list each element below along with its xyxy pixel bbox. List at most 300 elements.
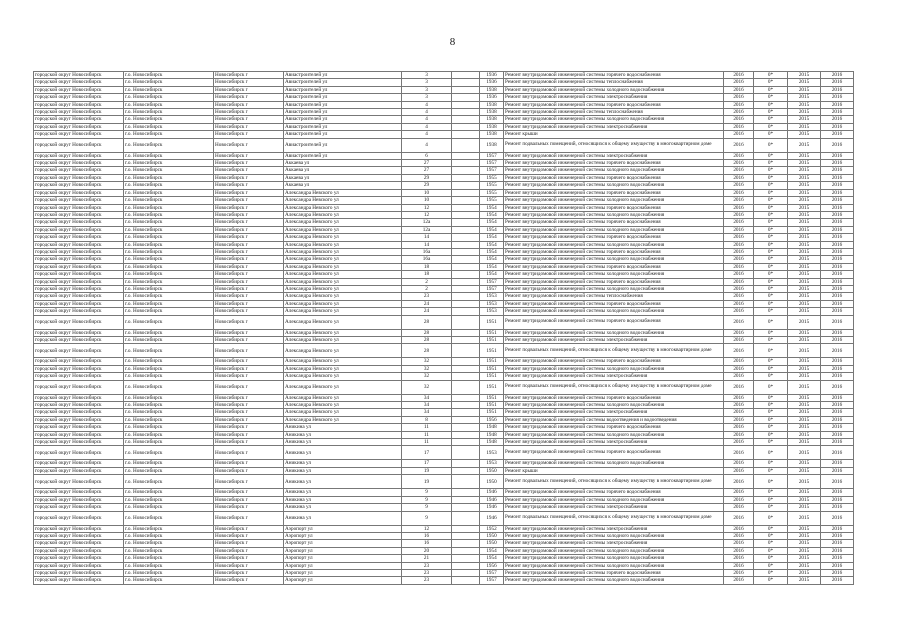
cell-street: Аэропорт ул — [284, 532, 402, 539]
cell-start-year: 2015 — [788, 315, 821, 329]
table-row — [34, 416, 854, 423]
cell-cost: 0* — [754, 167, 788, 174]
cell-house: 12а — [402, 219, 452, 226]
cell-street: Аникина ул — [284, 431, 402, 438]
cell-end-year: 2016 — [821, 226, 854, 233]
cell-year: 1951 — [480, 337, 504, 344]
cell-end-year: 2016 — [821, 394, 854, 401]
cell-settlement: Новосибирск г — [214, 86, 284, 93]
cell-cost: 0* — [754, 344, 788, 358]
table-row — [34, 365, 854, 372]
cell-cost: 0* — [754, 204, 788, 211]
cell-municipality: городской округ Новосибирск — [34, 569, 124, 576]
cell-plan-year: 2016 — [724, 402, 754, 409]
cell-settlement: Новосибирск г — [214, 460, 284, 467]
cell-cost: 0* — [754, 504, 788, 511]
cell-year: 1950 — [480, 540, 504, 547]
cell-house: 18 — [402, 271, 452, 278]
cell-house: 9 — [402, 511, 452, 525]
cell-building — [452, 402, 480, 409]
cell-plan-year: 2016 — [724, 182, 754, 189]
cell-work-type: Ремонт внутридомовой инженерной системы холодного водоснабжения — [504, 577, 724, 584]
cell-plan-year: 2016 — [724, 532, 754, 539]
cell-district: г.о. Новосибирск — [124, 496, 214, 503]
cell-house: 11 — [402, 431, 452, 438]
cell-year: 1955 — [480, 197, 504, 204]
cell-cost: 0* — [754, 94, 788, 101]
cell-house: 4 — [402, 101, 452, 108]
cell-start-year: 2015 — [788, 308, 821, 315]
cell-work-type: Ремонт внутридомовой инженерной системы горячего водоснабжения — [504, 101, 724, 108]
cell-work-type: Ремонт внутридомовой инженерной системы электроснабжения — [504, 94, 724, 101]
table-row — [34, 555, 854, 562]
cell-end-year: 2016 — [821, 329, 854, 336]
cell-cost: 0* — [754, 446, 788, 460]
cell-work-type: Ремонт подвальных помещений, относящихся к общему имуществу в многоквартирном доме — [504, 511, 724, 525]
cell-district: г.о. Новосибирск — [124, 278, 214, 285]
cell-year: 1952 — [480, 525, 504, 532]
cell-building — [452, 540, 480, 547]
cell-year: 1936 — [480, 94, 504, 101]
cell-building — [452, 496, 480, 503]
cell-start-year: 2015 — [788, 439, 821, 446]
cell-year: 1954 — [480, 555, 504, 562]
cell-settlement: Новосибирск г — [214, 160, 284, 167]
cell-plan-year: 2016 — [724, 431, 754, 438]
cell-building — [452, 271, 480, 278]
cell-start-year: 2015 — [788, 182, 821, 189]
cell-plan-year: 2016 — [724, 329, 754, 336]
cell-plan-year: 2016 — [724, 234, 754, 241]
cell-settlement: Новосибирск г — [214, 174, 284, 181]
cell-district: г.о. Новосибирск — [124, 226, 214, 233]
cell-settlement: Новосибирск г — [214, 234, 284, 241]
cell-building — [452, 72, 480, 79]
cell-cost: 0* — [754, 226, 788, 233]
cell-building — [452, 285, 480, 292]
cell-end-year: 2016 — [821, 431, 854, 438]
cell-year: 1956 — [480, 416, 504, 423]
cell-municipality: городской округ Новосибирск — [34, 256, 124, 263]
cell-house: 17 — [402, 446, 452, 460]
table-row — [34, 402, 854, 409]
cell-cost: 0* — [754, 271, 788, 278]
cell-street: Александра Невского ул — [284, 197, 402, 204]
cell-cost: 0* — [754, 263, 788, 270]
cell-work-type: Ремонт внутридомовой инженерной системы холодного водоснабжения — [504, 562, 724, 569]
cell-end-year: 2016 — [821, 94, 854, 101]
cell-district: г.о. Новосибирск — [124, 285, 214, 292]
cell-building — [452, 234, 480, 241]
table-row — [34, 160, 854, 167]
cell-district: г.о. Новосибирск — [124, 86, 214, 93]
cell-work-type: Ремонт внутридомовой инженерной системы электроснабжения — [504, 540, 724, 547]
cell-building — [452, 174, 480, 181]
cell-end-year: 2016 — [821, 365, 854, 372]
cell-plan-year: 2016 — [724, 79, 754, 86]
cell-cost: 0* — [754, 285, 788, 292]
cell-municipality: городской округ Новосибирск — [34, 211, 124, 218]
table-row — [34, 94, 854, 101]
cell-building — [452, 79, 480, 86]
cell-end-year: 2016 — [821, 271, 854, 278]
cell-work-type: Ремонт крыши — [504, 467, 724, 474]
cell-work-type: Ремонт внутридомовой инженерной системы электроснабжения — [504, 123, 724, 130]
cell-work-type: Ремонт внутридомовой инженерной системы горячего водоснабжения — [504, 174, 724, 181]
cell-house: 24 — [402, 300, 452, 307]
table-row — [34, 577, 854, 584]
cell-cost: 0* — [754, 402, 788, 409]
cell-year: 1957 — [480, 285, 504, 292]
cell-start-year: 2015 — [788, 380, 821, 394]
cell-district: г.о. Новосибирск — [124, 380, 214, 394]
cell-start-year: 2015 — [788, 211, 821, 218]
cell-start-year: 2015 — [788, 460, 821, 467]
cell-house: 4 — [402, 109, 452, 116]
cell-district: г.о. Новосибирск — [124, 504, 214, 511]
cell-end-year: 2016 — [821, 101, 854, 108]
table-row — [34, 511, 854, 525]
cell-street: Александра Невского ул — [284, 293, 402, 300]
cell-district: г.о. Новосибирск — [124, 79, 214, 86]
table-row — [34, 278, 854, 285]
cell-cost: 0* — [754, 131, 788, 138]
table-row — [34, 79, 854, 86]
cell-street: Александра Невского ул — [284, 337, 402, 344]
cell-plan-year: 2016 — [724, 131, 754, 138]
cell-building — [452, 248, 480, 255]
cell-start-year: 2015 — [788, 329, 821, 336]
cell-house: 18 — [402, 263, 452, 270]
cell-settlement: Новосибирск г — [214, 504, 284, 511]
cell-district: г.о. Новосибирск — [124, 152, 214, 159]
cell-building — [452, 460, 480, 467]
cell-settlement: Новосибирск г — [214, 315, 284, 329]
cell-street: Аникина ул — [284, 496, 402, 503]
table-row — [34, 152, 854, 159]
cell-work-type: Ремонт подвальных помещений, относящихся к общему имуществу в многоквартирном доме — [504, 138, 724, 152]
cell-year: 1950 — [480, 467, 504, 474]
cell-plan-year: 2016 — [724, 293, 754, 300]
cell-street: Александра Невского ул — [284, 308, 402, 315]
cell-work-type: Ремонт внутридомовой инженерной системы холодного водоснабжения — [504, 431, 724, 438]
cell-start-year: 2015 — [788, 409, 821, 416]
cell-end-year: 2016 — [821, 116, 854, 123]
cell-start-year: 2015 — [788, 72, 821, 79]
cell-settlement: Новосибирск г — [214, 256, 284, 263]
cell-year: 1951 — [480, 344, 504, 358]
cell-cost: 0* — [754, 138, 788, 152]
cell-cost: 0* — [754, 189, 788, 196]
cell-house: 16а — [402, 248, 452, 255]
cell-municipality: городской округ Новосибирск — [34, 475, 124, 489]
cell-district: г.о. Новосибирск — [124, 167, 214, 174]
cell-end-year: 2016 — [821, 300, 854, 307]
cell-house: 9 — [402, 504, 452, 511]
cell-house: 17 — [402, 460, 452, 467]
table-row — [34, 394, 854, 401]
cell-house: 28 — [402, 329, 452, 336]
cell-year: 1946 — [480, 489, 504, 496]
cell-street: Александра Невского ул — [284, 263, 402, 270]
cell-start-year: 2015 — [788, 101, 821, 108]
cell-district: г.о. Новосибирск — [124, 116, 214, 123]
cell-cost: 0* — [754, 547, 788, 554]
cell-end-year: 2016 — [821, 402, 854, 409]
cell-settlement: Новосибирск г — [214, 152, 284, 159]
cell-street: Александра Невского ул — [284, 358, 402, 365]
cell-district: г.о. Новосибирск — [124, 101, 214, 108]
cell-district: г.о. Новосибирск — [124, 72, 214, 79]
cell-municipality: городской округ Новосибирск — [34, 152, 124, 159]
cell-building — [452, 256, 480, 263]
cell-settlement: Новосибирск г — [214, 293, 284, 300]
cell-building — [452, 182, 480, 189]
cell-start-year: 2015 — [788, 489, 821, 496]
cell-building — [452, 394, 480, 401]
cell-settlement: Новосибирск г — [214, 562, 284, 569]
cell-house: 32 — [402, 380, 452, 394]
cell-municipality: городской округ Новосибирск — [34, 511, 124, 525]
cell-year: 1951 — [480, 373, 504, 380]
cell-start-year: 2015 — [788, 131, 821, 138]
cell-start-year: 2015 — [788, 569, 821, 576]
table-row — [34, 489, 854, 496]
cell-street: Александра Невского ул — [284, 344, 402, 358]
table-row — [34, 226, 854, 233]
cell-year: 1955 — [480, 189, 504, 196]
cell-start-year: 2015 — [788, 109, 821, 116]
cell-street: Аэропорт ул — [284, 547, 402, 554]
cell-district: г.о. Новосибирск — [124, 569, 214, 576]
cell-municipality: городской округ Новосибирск — [34, 577, 124, 584]
cell-cost: 0* — [754, 577, 788, 584]
cell-cost: 0* — [754, 197, 788, 204]
cell-street: Александра Невского ул — [284, 409, 402, 416]
cell-street: Александра Невского ул — [284, 204, 402, 211]
cell-district: г.о. Новосибирск — [124, 555, 214, 562]
cell-plan-year: 2016 — [724, 167, 754, 174]
cell-district: г.о. Новосибирск — [124, 460, 214, 467]
cell-plan-year: 2016 — [724, 569, 754, 576]
cell-end-year: 2016 — [821, 547, 854, 554]
table-row — [34, 167, 854, 174]
cell-building — [452, 86, 480, 93]
table-row — [34, 256, 854, 263]
cell-year: 1948 — [480, 431, 504, 438]
cell-cost: 0* — [754, 234, 788, 241]
cell-district: г.о. Новосибирск — [124, 256, 214, 263]
cell-street: Александра Невского ул — [284, 219, 402, 226]
table-row — [34, 182, 854, 189]
table-row — [34, 569, 854, 576]
table-row — [34, 197, 854, 204]
cell-municipality: городской округ Новосибирск — [34, 424, 124, 431]
cell-building — [452, 308, 480, 315]
cell-end-year: 2016 — [821, 358, 854, 365]
cell-district: г.о. Новосибирск — [124, 182, 214, 189]
cell-work-type: Ремонт внутридомовой инженерной системы электроснабжения — [504, 439, 724, 446]
cell-work-type: Ремонт внутридомовой инженерной системы горячего водоснабжения — [504, 160, 724, 167]
cell-house: 28 — [402, 337, 452, 344]
cell-house: 29 — [402, 174, 452, 181]
cell-year: 1954 — [480, 204, 504, 211]
cell-street: Александра Невского ул — [284, 285, 402, 292]
cell-start-year: 2015 — [788, 402, 821, 409]
cell-street: Александра Невского ул — [284, 300, 402, 307]
cell-cost: 0* — [754, 467, 788, 474]
cell-district: г.о. Новосибирск — [124, 344, 214, 358]
cell-start-year: 2015 — [788, 577, 821, 584]
cell-year: 1946 — [480, 511, 504, 525]
cell-settlement: Новосибирск г — [214, 101, 284, 108]
cell-district: г.о. Новосибирск — [124, 358, 214, 365]
cell-municipality: городской округ Новосибирск — [34, 131, 124, 138]
cell-street: Аникина ул — [284, 424, 402, 431]
cell-municipality: городской округ Новосибирск — [34, 86, 124, 93]
cell-municipality: городской округ Новосибирск — [34, 293, 124, 300]
table-body — [34, 72, 854, 585]
cell-building — [452, 489, 480, 496]
cell-building — [452, 431, 480, 438]
cell-settlement: Новосибирск г — [214, 226, 284, 233]
cell-building — [452, 365, 480, 372]
cell-end-year: 2016 — [821, 380, 854, 394]
cell-settlement: Новосибирск г — [214, 116, 284, 123]
cell-settlement: Новосибирск г — [214, 167, 284, 174]
cell-cost: 0* — [754, 562, 788, 569]
cell-building — [452, 226, 480, 233]
cell-start-year: 2015 — [788, 394, 821, 401]
cell-house: 28 — [402, 315, 452, 329]
table-row — [34, 380, 854, 394]
cell-start-year: 2015 — [788, 365, 821, 372]
cell-end-year: 2016 — [821, 337, 854, 344]
cell-house: 32 — [402, 358, 452, 365]
cell-cost: 0* — [754, 460, 788, 467]
cell-house: 23 — [402, 562, 452, 569]
cell-year: 1938 — [480, 101, 504, 108]
cell-street: Александра Невского ул — [284, 380, 402, 394]
cell-start-year: 2015 — [788, 416, 821, 423]
cell-house: 16 — [402, 532, 452, 539]
cell-plan-year: 2016 — [724, 285, 754, 292]
cell-house: 28 — [402, 344, 452, 358]
cell-work-type: Ремонт внутридомовой инженерной системы холодного водоснабжения — [504, 116, 724, 123]
table-row — [34, 373, 854, 380]
cell-building — [452, 562, 480, 569]
cell-year: 1936 — [480, 79, 504, 86]
cell-work-type: Ремонт внутридомовой инженерной системы холодного водоснабжения — [504, 211, 724, 218]
cell-settlement: Новосибирск г — [214, 489, 284, 496]
cell-district: г.о. Новосибирск — [124, 211, 214, 218]
cell-street: Авиастроителей ул — [284, 109, 402, 116]
cell-end-year: 2016 — [821, 496, 854, 503]
cell-cost: 0* — [754, 300, 788, 307]
cell-year: 1946 — [480, 496, 504, 503]
cell-building — [452, 532, 480, 539]
cell-cost: 0* — [754, 540, 788, 547]
cell-district: г.о. Новосибирск — [124, 439, 214, 446]
cell-start-year: 2015 — [788, 373, 821, 380]
cell-house: 29 — [402, 182, 452, 189]
cell-year: 1950 — [480, 532, 504, 539]
cell-plan-year: 2016 — [724, 86, 754, 93]
cell-year: 1938 — [480, 86, 504, 93]
cell-building — [452, 167, 480, 174]
cell-plan-year: 2016 — [724, 219, 754, 226]
cell-building — [452, 197, 480, 204]
cell-street: Александра Невского ул — [284, 241, 402, 248]
cell-plan-year: 2016 — [724, 226, 754, 233]
cell-end-year: 2016 — [821, 504, 854, 511]
cell-work-type: Ремонт внутридомовой инженерной системы холодного водоснабжения — [504, 167, 724, 174]
cell-district: г.о. Новосибирск — [124, 416, 214, 423]
cell-work-type: Ремонт внутридомовой инженерной системы холодного водоснабжения — [504, 86, 724, 93]
cell-end-year: 2016 — [821, 315, 854, 329]
cell-work-type: Ремонт внутридомовой инженерной системы горячего водоснабжения — [504, 234, 724, 241]
cell-work-type: Ремонт внутридомовой инженерной системы электроснабжения — [504, 152, 724, 159]
cell-settlement: Новосибирск г — [214, 219, 284, 226]
cell-year: 1957 — [480, 152, 504, 159]
table-row — [34, 86, 854, 93]
cell-end-year: 2016 — [821, 373, 854, 380]
cell-year: 1951 — [480, 365, 504, 372]
table-row — [34, 211, 854, 218]
cell-end-year: 2016 — [821, 79, 854, 86]
cell-work-type: Ремонт внутридомовой инженерной системы холодного водоснабжения — [504, 547, 724, 554]
cell-year: 1954 — [480, 226, 504, 233]
cell-house: 10 — [402, 197, 452, 204]
cell-end-year: 2016 — [821, 109, 854, 116]
cell-work-type: Ремонт внутридомовой инженерной системы холодного водоснабжения — [504, 285, 724, 292]
cell-district: г.о. Новосибирск — [124, 94, 214, 101]
cell-plan-year: 2016 — [724, 94, 754, 101]
cell-plan-year: 2016 — [724, 197, 754, 204]
cell-building — [452, 160, 480, 167]
cell-house: 2 — [402, 278, 452, 285]
cell-plan-year: 2016 — [724, 540, 754, 547]
cell-work-type: Ремонт внутридомовой инженерной системы электроснабжения — [504, 373, 724, 380]
cell-municipality: городской округ Новосибирск — [34, 308, 124, 315]
cell-plan-year: 2016 — [724, 460, 754, 467]
cell-plan-year: 2016 — [724, 116, 754, 123]
cell-work-type: Ремонт внутридомовой инженерной системы холодного водоснабжения — [504, 241, 724, 248]
table-row — [34, 315, 854, 329]
cell-municipality: городской округ Новосибирск — [34, 234, 124, 241]
cell-year: 1938 — [480, 109, 504, 116]
cell-settlement: Новосибирск г — [214, 540, 284, 547]
table-row — [34, 504, 854, 511]
cell-plan-year: 2016 — [724, 504, 754, 511]
cell-cost: 0* — [754, 101, 788, 108]
cell-start-year: 2015 — [788, 160, 821, 167]
cell-building — [452, 329, 480, 336]
cell-street: Александра Невского ул — [284, 189, 402, 196]
cell-plan-year: 2016 — [724, 525, 754, 532]
cell-municipality: городской округ Новосибирск — [34, 431, 124, 438]
cell-street: Александра Невского ул — [284, 329, 402, 336]
cell-year: 1957 — [480, 160, 504, 167]
cell-settlement: Новосибирск г — [214, 358, 284, 365]
cell-end-year: 2016 — [821, 234, 854, 241]
cell-street: Аэропорт ул — [284, 569, 402, 576]
cell-municipality: городской округ Новосибирск — [34, 358, 124, 365]
cell-end-year: 2016 — [821, 189, 854, 196]
cell-start-year: 2015 — [788, 116, 821, 123]
cell-plan-year: 2016 — [724, 475, 754, 489]
cell-settlement: Новосибирск г — [214, 109, 284, 116]
